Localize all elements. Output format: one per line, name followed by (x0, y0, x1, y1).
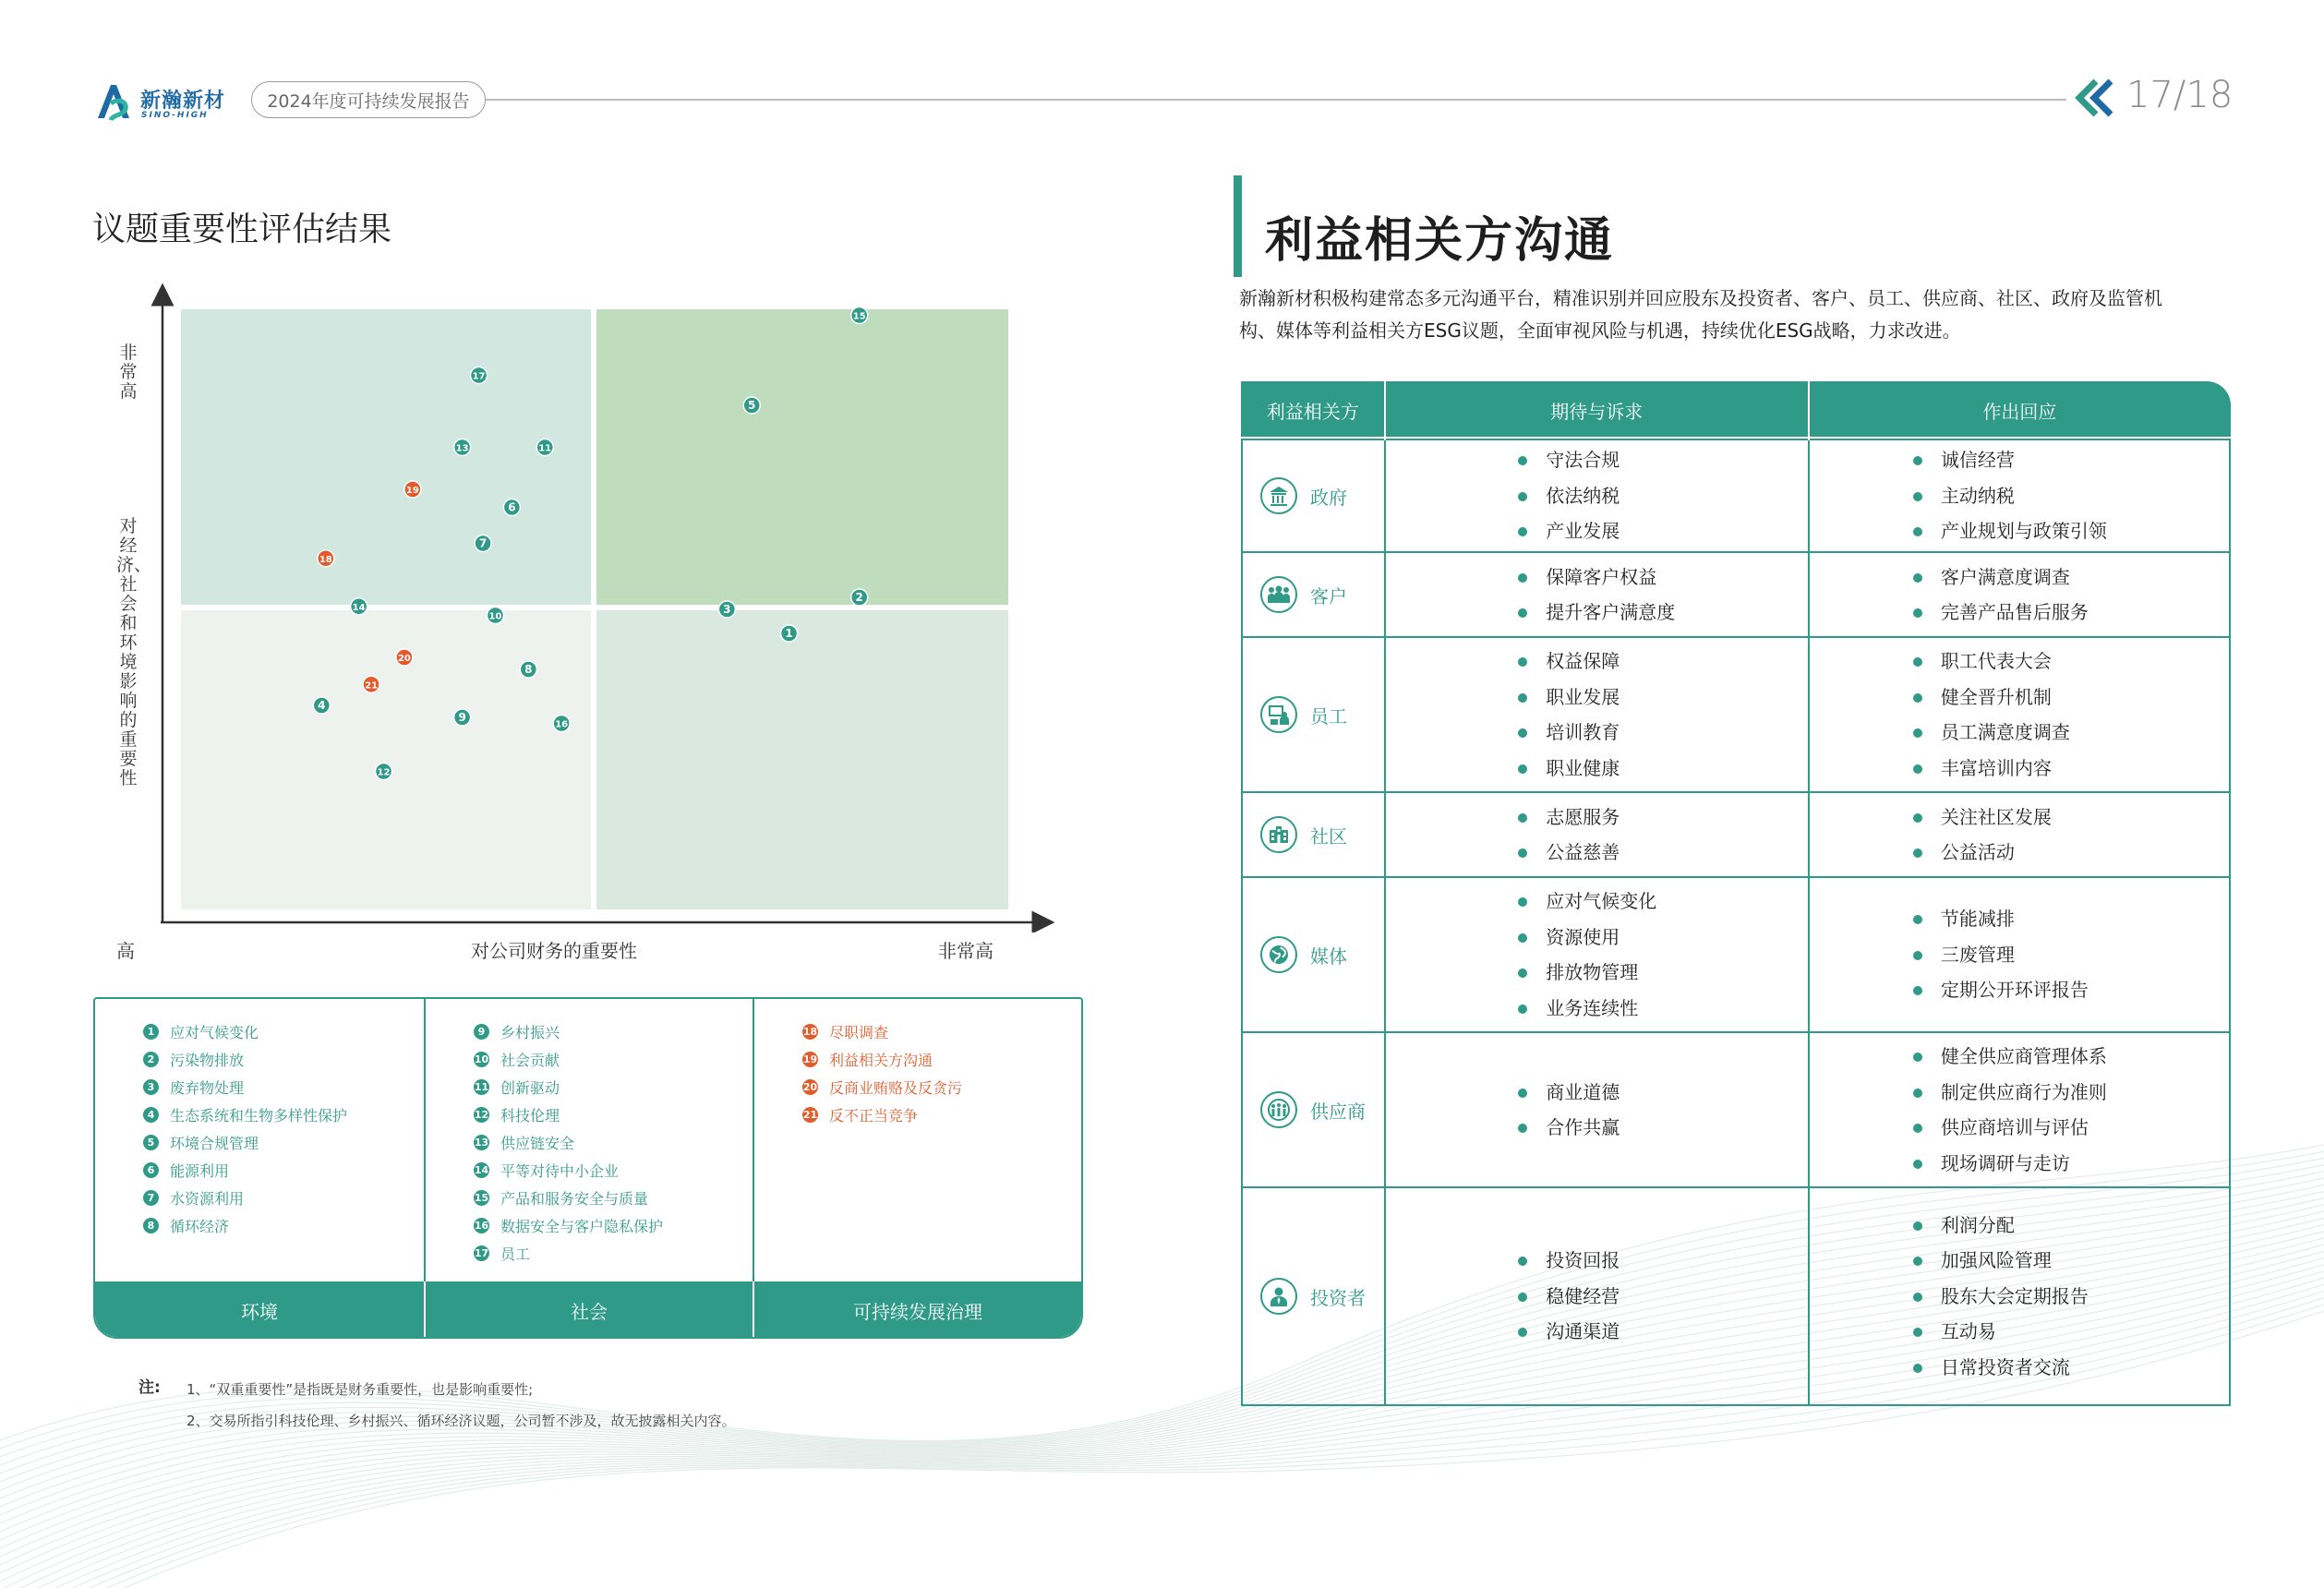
issue-point-6 (503, 499, 520, 516)
issue-point-label: 12 (377, 767, 391, 778)
matrix-title: 议题重要性评估结果 (92, 211, 392, 248)
issue-point-5 (743, 397, 760, 414)
legend-column-governance (802, 1017, 962, 1300)
title-accent-bar (1234, 175, 1242, 277)
expectations-list: 投资回报 稳健经营 沟通渠道 (1518, 1243, 1675, 1350)
y-axis-label-high: 非常高 (119, 343, 138, 402)
stakeholder-community: 社区 (1244, 816, 1383, 853)
responses-list: 节能减排 三废管理 定期公开环评报告 (1913, 901, 2125, 1008)
notes (187, 1374, 736, 1437)
page-nav-arrow-icon[interactable] (2074, 78, 2116, 118)
header-divider (486, 99, 2066, 101)
issue-point-13 (454, 439, 471, 456)
issue-point-label: 10 (488, 611, 502, 622)
legend-item: 11 创新驱动 (474, 1078, 560, 1097)
issue-point-18 (318, 550, 334, 567)
issue-point-label: 14 (352, 602, 366, 613)
issue-point-label: 19 (405, 486, 419, 496)
responses-list: 客户满意度调查 完善产品售后服务 (1913, 559, 2125, 631)
responses-list: 职工代表大会 健全晋升机制 员工满意度调查 丰富培训内容 (1913, 644, 2125, 786)
section-title: 利益相关方沟通 (1265, 213, 1615, 269)
issue-point-label: 1 (785, 627, 793, 640)
quadrant-top-left (181, 309, 591, 605)
legend-item: 8 循环经济 (143, 1211, 347, 1239)
legend-item: 20 反商业贿赂及反贪污 (802, 1078, 963, 1097)
issue-point-label: 8 (524, 663, 533, 676)
table-row (1242, 637, 2230, 792)
responses-list: 关注社区发展 公益活动 (1913, 800, 2125, 871)
issue-point-label: 5 (748, 399, 756, 412)
note-line: 1、“双重重要性”是指既是财务重要性，也是影响重要性; (187, 1381, 534, 1398)
issue-point-label: 6 (508, 500, 516, 514)
issue-point-label: 21 (365, 680, 379, 692)
table-row (1242, 439, 2230, 552)
table-row (1242, 792, 2230, 877)
issue-point-12 (376, 764, 392, 780)
issue-point-19 (404, 481, 421, 498)
issue-legend (93, 997, 1083, 1339)
issue-point-7 (475, 535, 491, 552)
col-header-responses: 作出回应 (1982, 400, 2057, 423)
issue-point-label: 13 (455, 443, 469, 454)
expectations-list: 权益保障 职业发展 培训教育 职业健康 (1518, 644, 1675, 786)
issue-point-15 (851, 307, 868, 324)
issue-point-label: 18 (319, 554, 332, 565)
issue-point-17 (471, 367, 488, 384)
stakeholder-investors: 投资者 (1244, 1278, 1383, 1315)
table-row (1242, 1032, 2230, 1187)
logo-text-cn: 新瀚新材 (140, 90, 226, 113)
stakeholder-government: 政府 (1244, 477, 1383, 514)
stakeholder-employees: 员工 (1244, 696, 1383, 733)
legend-item: 18 尽职调查 (802, 1023, 889, 1041)
issue-point-16 (553, 716, 570, 732)
expectations-list: 应对气候变化 资源使用 排放物管理 业务连续性 (1518, 884, 1675, 1026)
issue-point-label: 17 (472, 371, 486, 382)
issue-point-9 (454, 709, 471, 726)
legend-item: 6 能源利用 (143, 1156, 347, 1184)
issue-point-4 (313, 697, 330, 714)
legend-column-environment (143, 1017, 347, 1300)
expectations-list: 守法合规 依法纳税 产业发展 (1518, 442, 1675, 549)
note-line: 2、交易所指引科技伦理、乡村振兴、循环经济议题，公司暂不涉及，故无披露相关内容。 (187, 1413, 736, 1429)
x-axis-label-low: 高 (116, 940, 135, 962)
legend-item: 19 利益相关方沟通 (802, 1051, 933, 1069)
page-number: 17/18 (2126, 74, 2234, 116)
table-header-row (1242, 381, 2230, 439)
legend-item: 3 废弃物处理 (143, 1073, 347, 1101)
x-axis-label-high: 非常高 (938, 940, 993, 962)
stakeholder-table (1241, 381, 2231, 1406)
col-header-stakeholder: 利益相关方 (1242, 381, 1385, 439)
legend-item: 14 平等对待中小企业 (474, 1161, 620, 1180)
investor-icon (1260, 1278, 1297, 1315)
issue-point-8 (520, 661, 536, 678)
logo-text-en: SINO-HIGH (141, 111, 209, 120)
issue-point-21 (363, 676, 379, 692)
customers-icon (1260, 576, 1297, 613)
legend-item: 2 污染物排放 (143, 1045, 347, 1073)
section-intro: 新瀚新材积极构建常态多元沟通平台，精准识别并回应股东及投资者、客户、员工、供应商、社区、政府及监管机构、媒体等利益相关方ESG议题，全面审视风险与机遇，持续优化ESG战略，力求改进。 (1239, 287, 2162, 342)
issue-point-label: 9 (458, 711, 466, 724)
responses-list: 健全供应商管理体系 制定供应商行为准则 供应商培训与评估 现场调研与走访 (1913, 1039, 2125, 1181)
report-name-pill: 2024年度可持续发展报告 (251, 81, 486, 118)
legend-item: 17 员工 (474, 1245, 531, 1263)
notes-label: 注: (138, 1378, 161, 1397)
legend-item: 21 反不正当竞争 (802, 1106, 919, 1125)
issue-point-2 (851, 589, 868, 606)
legend-category-environment: 环境 (241, 1300, 278, 1323)
legend-item: 10 社会贡献 (474, 1051, 560, 1069)
company-logo-icon (92, 81, 137, 124)
employee-icon (1260, 696, 1297, 733)
issue-point-11 (536, 439, 553, 456)
legend-item: 15 产品和服务安全与质量 (474, 1189, 649, 1208)
legend-category-society: 社会 (571, 1300, 608, 1323)
community-icon (1260, 816, 1297, 853)
issue-point-label: 16 (555, 719, 569, 730)
issue-point-10 (487, 608, 503, 624)
expectations-list: 商业道德 合作共赢 (1518, 1075, 1675, 1146)
responses-list: 诚信经营 主动纳税 产业规划与政策引领 (1913, 442, 2125, 549)
legend-item: 16 数据安全与客户隐私保护 (474, 1217, 664, 1235)
issue-point-label: 15 (852, 311, 866, 322)
legend-item: 7 水资源利用 (143, 1184, 347, 1211)
responses-list: 利润分配 加强风险管理 股东大会定期报告 互动易 日常投资者交流 (1913, 1208, 2125, 1386)
legend-item: 12 科技伦理 (474, 1106, 560, 1125)
issue-point-label: 4 (318, 699, 326, 712)
materiality-matrix-chart (148, 282, 1062, 932)
government-icon (1260, 477, 1297, 514)
issue-point-label: 3 (723, 603, 731, 616)
legend-item: 13 供应链安全 (474, 1134, 575, 1152)
supplier-icon (1260, 1091, 1297, 1128)
quadrant-top-right-round (596, 309, 1008, 605)
quadrant-bottom-left (181, 610, 591, 909)
media-icon (1260, 936, 1297, 973)
stakeholder-media: 媒体 (1244, 936, 1383, 973)
legend-item: 4 生态系统和生物多样性保护 (143, 1101, 347, 1128)
legend-footer (95, 1281, 1083, 1339)
expectations-list: 保障客户权益 提升客户满意度 (1518, 559, 1675, 631)
table-row (1242, 552, 2230, 637)
issue-point-label: 7 (478, 536, 488, 550)
legend-category-governance: 可持续发展治理 (853, 1300, 982, 1323)
y-axis-label: 对经济、社会和环境影响的重要性 (116, 516, 152, 788)
issue-point-14 (351, 598, 367, 615)
legend-item: 5 环境合规管理 (143, 1128, 347, 1156)
legend-item: 1 应对气候变化 (143, 1017, 347, 1045)
issue-point-label: 2 (855, 591, 863, 604)
col-header-expectations: 期待与诉求 (1385, 381, 1809, 439)
issue-point-label: 11 (538, 443, 552, 454)
issue-point-3 (718, 601, 735, 618)
issue-point-label: 20 (397, 654, 411, 664)
issue-point-20 (396, 649, 413, 666)
stakeholder-suppliers: 供应商 (1244, 1091, 1383, 1128)
x-axis-label: 对公司财务的重要性 (471, 940, 637, 962)
issue-point-1 (781, 625, 798, 642)
legend-item: 9 乡村振兴 (474, 1017, 663, 1045)
table-row (1242, 1187, 2230, 1405)
stakeholder-customers: 客户 (1244, 576, 1383, 613)
expectations-list: 志愿服务 公益慈善 (1518, 800, 1675, 871)
legend-column-society (474, 1017, 663, 1300)
table-row (1242, 877, 2230, 1032)
quadrant-bottom-right (596, 610, 1008, 909)
